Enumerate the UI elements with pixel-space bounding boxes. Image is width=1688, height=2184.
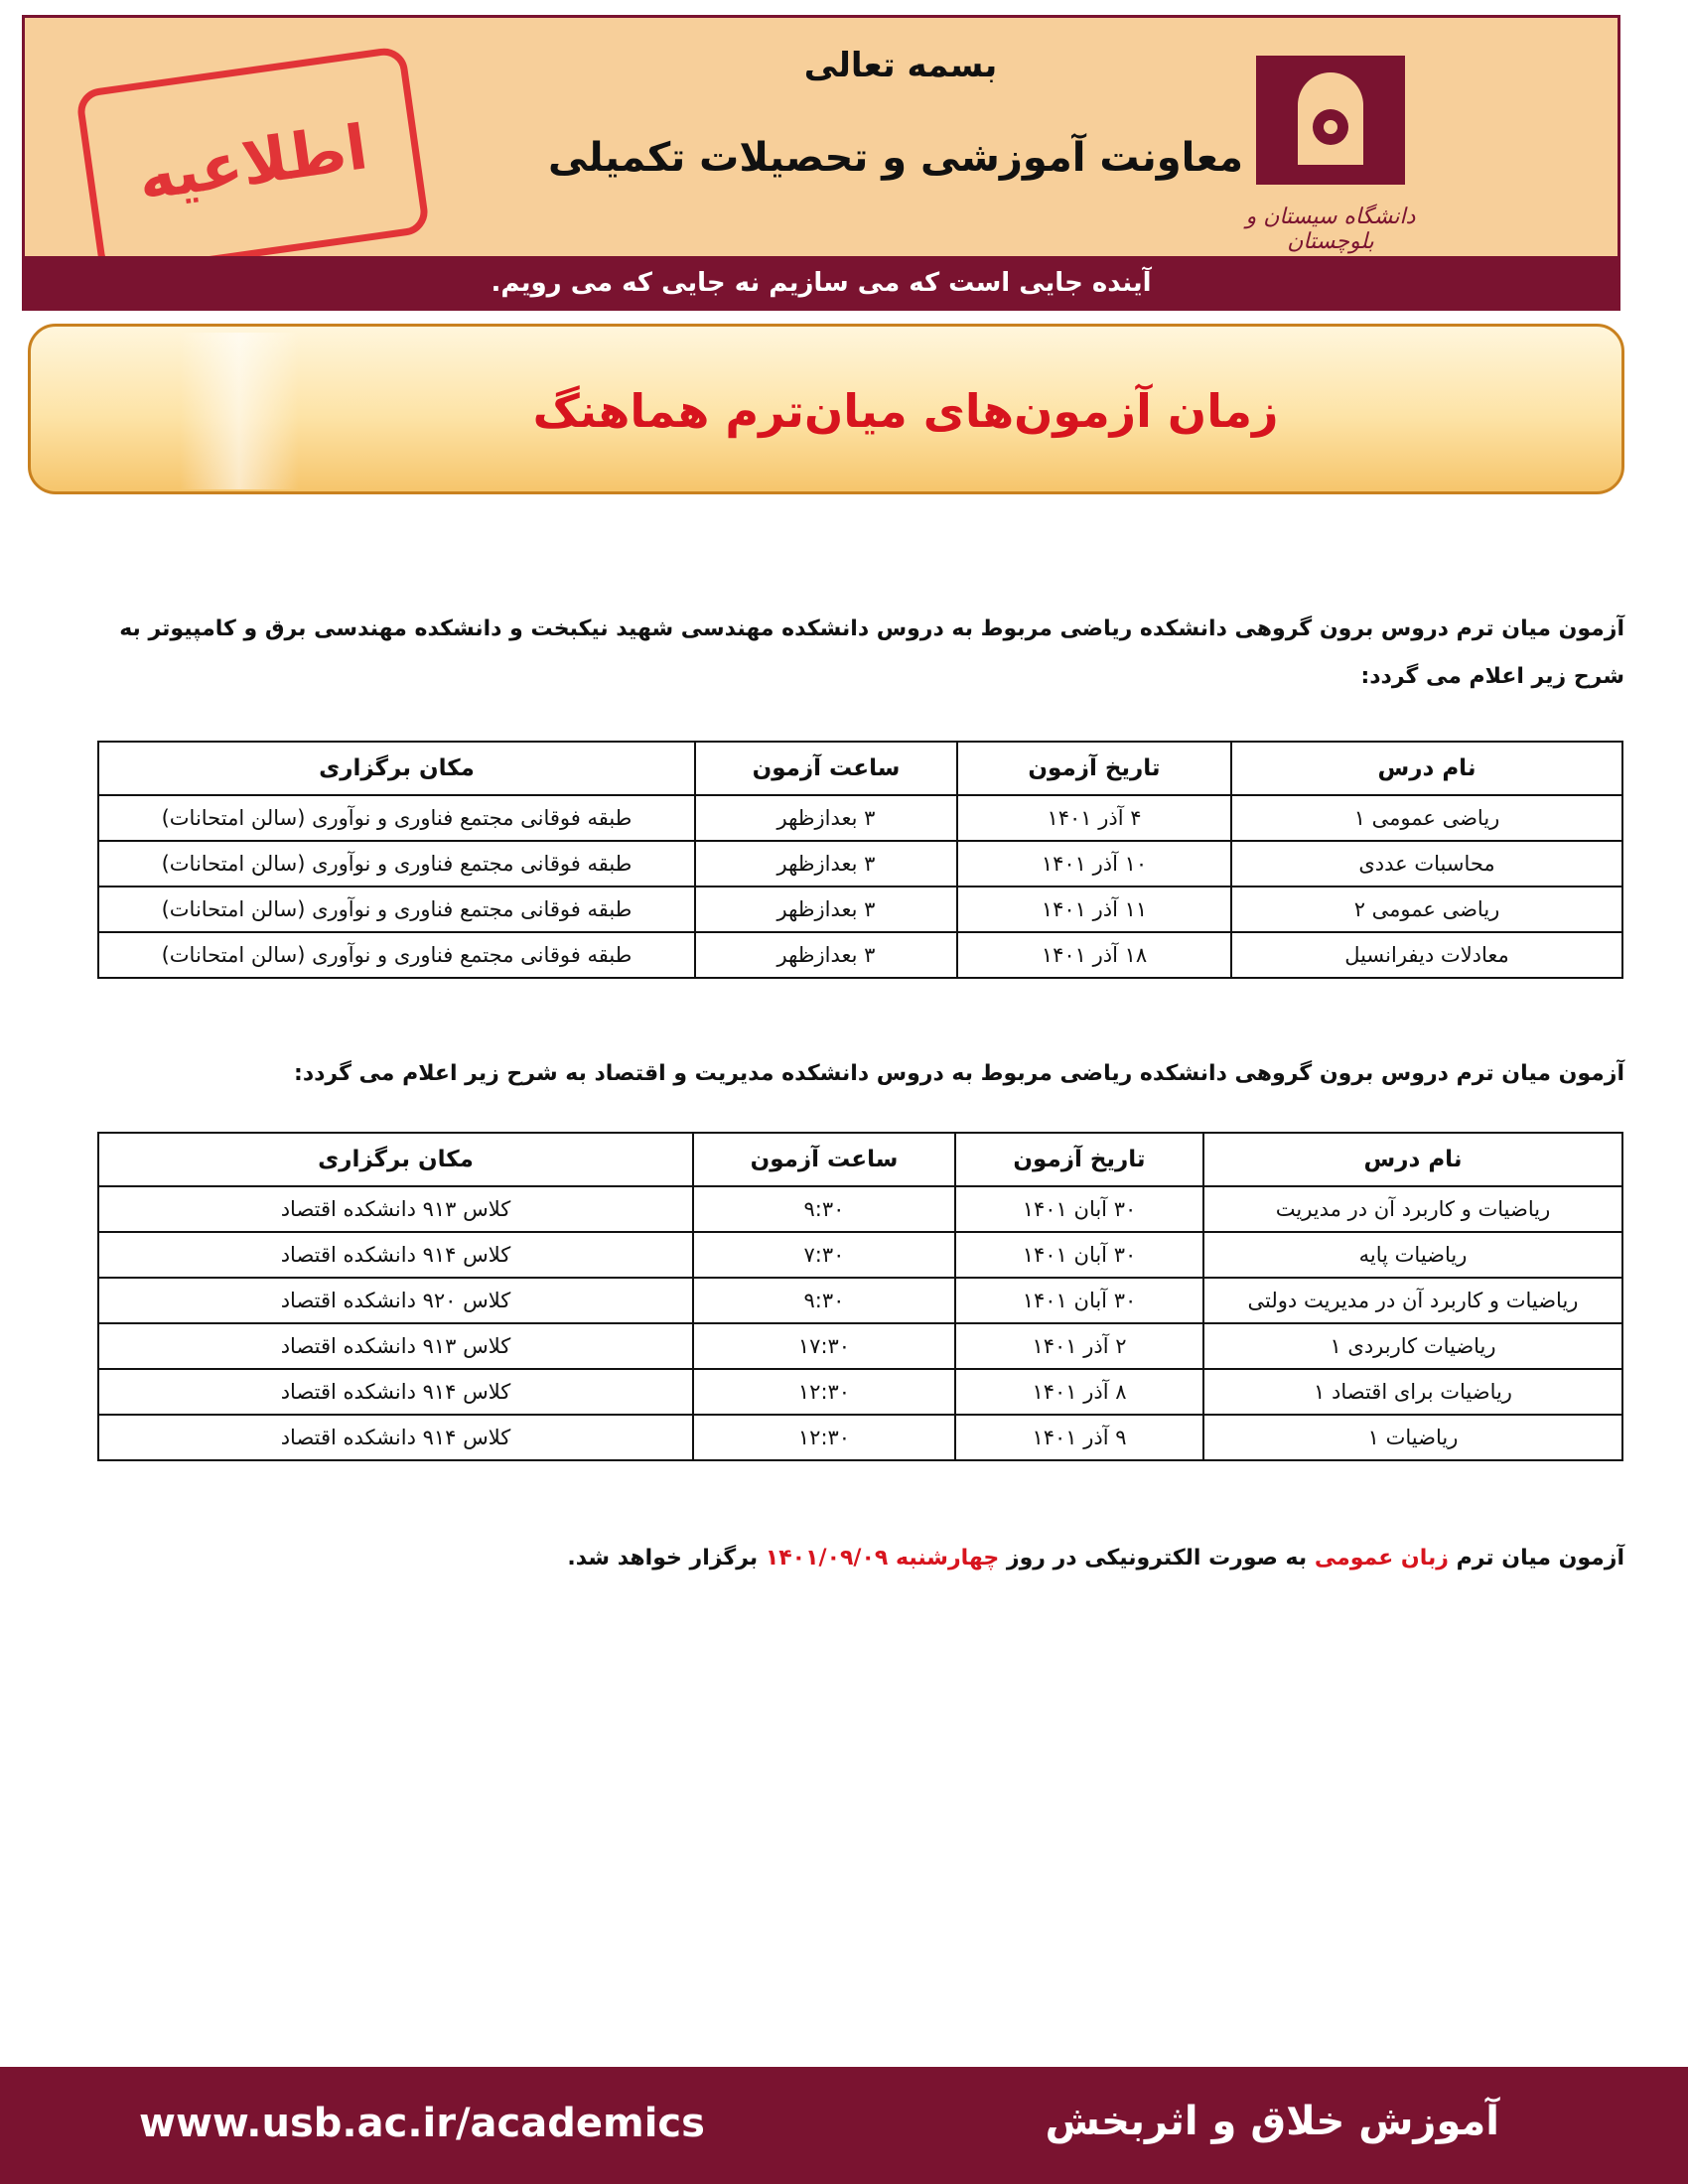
footer-band <box>0 2067 1688 2184</box>
exam-time: ۳ بعدازظهر <box>695 795 957 841</box>
note-course-highlight: زبان عمومی <box>1314 1546 1449 1570</box>
title-box <box>28 324 1624 494</box>
course-name: محاسبات عددی <box>1231 841 1622 887</box>
general-english-note <box>95 1535 1624 1582</box>
header-banner <box>22 15 1620 311</box>
exam-time: ۹:۳۰ <box>693 1278 955 1323</box>
university-name: دانشگاه سیستان و بلوچستان <box>1245 205 1416 254</box>
column-header: نام درس <box>1231 742 1622 795</box>
exam-location: طبقه فوقانی مجتمع فناوری و نوآوری (سالن امتحانات) <box>98 795 695 841</box>
exam-location: کلاس ۹۱۴ دانشکده اقتصاد <box>98 1232 693 1278</box>
exam-time: ۳ بعدازظهر <box>695 932 957 978</box>
exam-date: ۱۱ آذر ۱۴۰۱ <box>957 887 1231 932</box>
column-header: مکان برگزاری <box>98 742 695 795</box>
exam-location: کلاس ۹۱۳ دانشکده اقتصاد <box>98 1186 693 1232</box>
exam-date: ۳۰ آبان ۱۴۰۱ <box>955 1186 1203 1232</box>
note-day-highlight: چهارشنبه <box>896 1546 1000 1570</box>
note-text <box>888 1546 896 1570</box>
table-row <box>98 1415 1622 1460</box>
exam-time: ۳ بعدازظهر <box>695 841 957 887</box>
exam-time: ۱۲:۳۰ <box>693 1415 955 1460</box>
table-row <box>98 932 1622 978</box>
department-name: معاونت آموزشی و تحصیلات تکمیلی <box>548 135 1243 181</box>
exam-location: کلاس ۹۱۴ دانشکده اقتصاد <box>98 1415 693 1460</box>
column-header: نام درس <box>1203 1133 1622 1186</box>
table-row <box>98 1186 1622 1232</box>
footer-url[interactable]: www.usb.ac.ir/academics <box>139 2101 705 2146</box>
note-text: آزمون میان ترم <box>1448 1546 1624 1570</box>
note-text: به صورت الکترونیکی در روز <box>999 1546 1315 1570</box>
course-name: ریاضی عمومی ۱ <box>1231 795 1622 841</box>
exam-date: ۸ آذر ۱۴۰۱ <box>955 1369 1203 1415</box>
section2-table <box>97 1132 1623 1461</box>
section2-intro: آزمون میان ترم دروس برون گروهی دانشکده ریاضی مربوط به دروس دانشکده مدیریت و اقتصاد به شرح زیر اعلام می گردد: <box>294 1061 1624 1086</box>
table-row <box>98 1232 1622 1278</box>
note-text: برگزار خواهد شد. <box>567 1546 766 1570</box>
course-name: ریاضیات برای اقتصاد ۱ <box>1203 1369 1622 1415</box>
column-header: ساعت آزمون <box>695 742 957 795</box>
course-name: ریاضیات و کاربرد آن در مدیریت دولتی <box>1203 1278 1622 1323</box>
slogan-band <box>25 256 1618 308</box>
column-header: مکان برگزاری <box>98 1133 693 1186</box>
table-row <box>98 1278 1622 1323</box>
exam-date: ۱۸ آذر ۱۴۰۱ <box>957 932 1231 978</box>
table-row <box>98 795 1622 841</box>
exam-time: ۳ بعدازظهر <box>695 887 957 932</box>
exam-location: کلاس ۹۱۴ دانشکده اقتصاد <box>98 1369 693 1415</box>
note-date-highlight: ۱۴۰۱/۰۹/۰۹ <box>765 1546 889 1570</box>
table-row <box>98 887 1622 932</box>
exam-date: ۳۰ آبان ۱۴۰۱ <box>955 1232 1203 1278</box>
column-header: تاریخ آزمون <box>955 1133 1203 1186</box>
page-title: زمان آزمون‌های میان‌ترم هماهنگ <box>532 384 1279 438</box>
exam-time: ۱۲:۳۰ <box>693 1369 955 1415</box>
course-name: معادلات دیفرانسیل <box>1231 932 1622 978</box>
column-header: ساعت آزمون <box>693 1133 955 1186</box>
course-name: ریاضی عمومی ۲ <box>1231 887 1622 932</box>
footer-slogan: آموزش خلاق و اثربخش <box>1045 2099 1499 2144</box>
exam-time: ۹:۳۰ <box>693 1186 955 1232</box>
table-row <box>98 1369 1622 1415</box>
course-name: ریاضیات و کاربرد آن در مدیریت <box>1203 1186 1622 1232</box>
section1-intro: آزمون میان ترم دروس برون گروهی دانشکده ریاضی مربوط به دروس دانشکده مهندسی شهید نیکبخت و دانشکده مهندسی برق و کامپیوتر به شرح زیر اعلام می گردد: <box>119 616 1624 689</box>
exam-location: طبقه فوقانی مجتمع فناوری و نوآوری (سالن امتحانات) <box>98 932 695 978</box>
exam-location: طبقه فوقانی مجتمع فناوری و نوآوری (سالن امتحانات) <box>98 841 695 887</box>
section1-table <box>97 741 1623 979</box>
exam-date: ۲ آذر ۱۴۰۱ <box>955 1323 1203 1369</box>
exam-date: ۴ آذر ۱۴۰۱ <box>957 795 1231 841</box>
exam-time: ۷:۳۰ <box>693 1232 955 1278</box>
slogan-text: آینده جایی است که می سازیم نه جایی که می رویم. <box>491 268 1152 298</box>
exam-date: ۱۰ آذر ۱۴۰۱ <box>957 841 1231 887</box>
table-header-row <box>98 1133 1622 1186</box>
table-row <box>98 1323 1622 1369</box>
exam-date: ۳۰ آبان ۱۴۰۱ <box>955 1278 1203 1323</box>
column-header: تاریخ آزمون <box>957 742 1231 795</box>
exam-time: ۱۷:۳۰ <box>693 1323 955 1369</box>
exam-location: کلاس ۹۲۰ دانشکده اقتصاد <box>98 1278 693 1323</box>
table-row <box>98 841 1622 887</box>
course-name: ریاضیات پایه <box>1203 1232 1622 1278</box>
table-header-row <box>98 742 1622 795</box>
stamp-text: اطلاعیه <box>133 109 372 214</box>
bismillah-text: بسمه تعالی <box>803 46 998 85</box>
exam-date: ۹ آذر ۱۴۰۱ <box>955 1415 1203 1460</box>
course-name: ریاضیات ۱ <box>1203 1415 1622 1460</box>
exam-location: طبقه فوقانی مجتمع فناوری و نوآوری (سالن امتحانات) <box>98 887 695 932</box>
exam-location: کلاس ۹۱۳ دانشکده اقتصاد <box>98 1323 693 1369</box>
course-name: ریاضیات کاربردی ۱ <box>1203 1323 1622 1369</box>
